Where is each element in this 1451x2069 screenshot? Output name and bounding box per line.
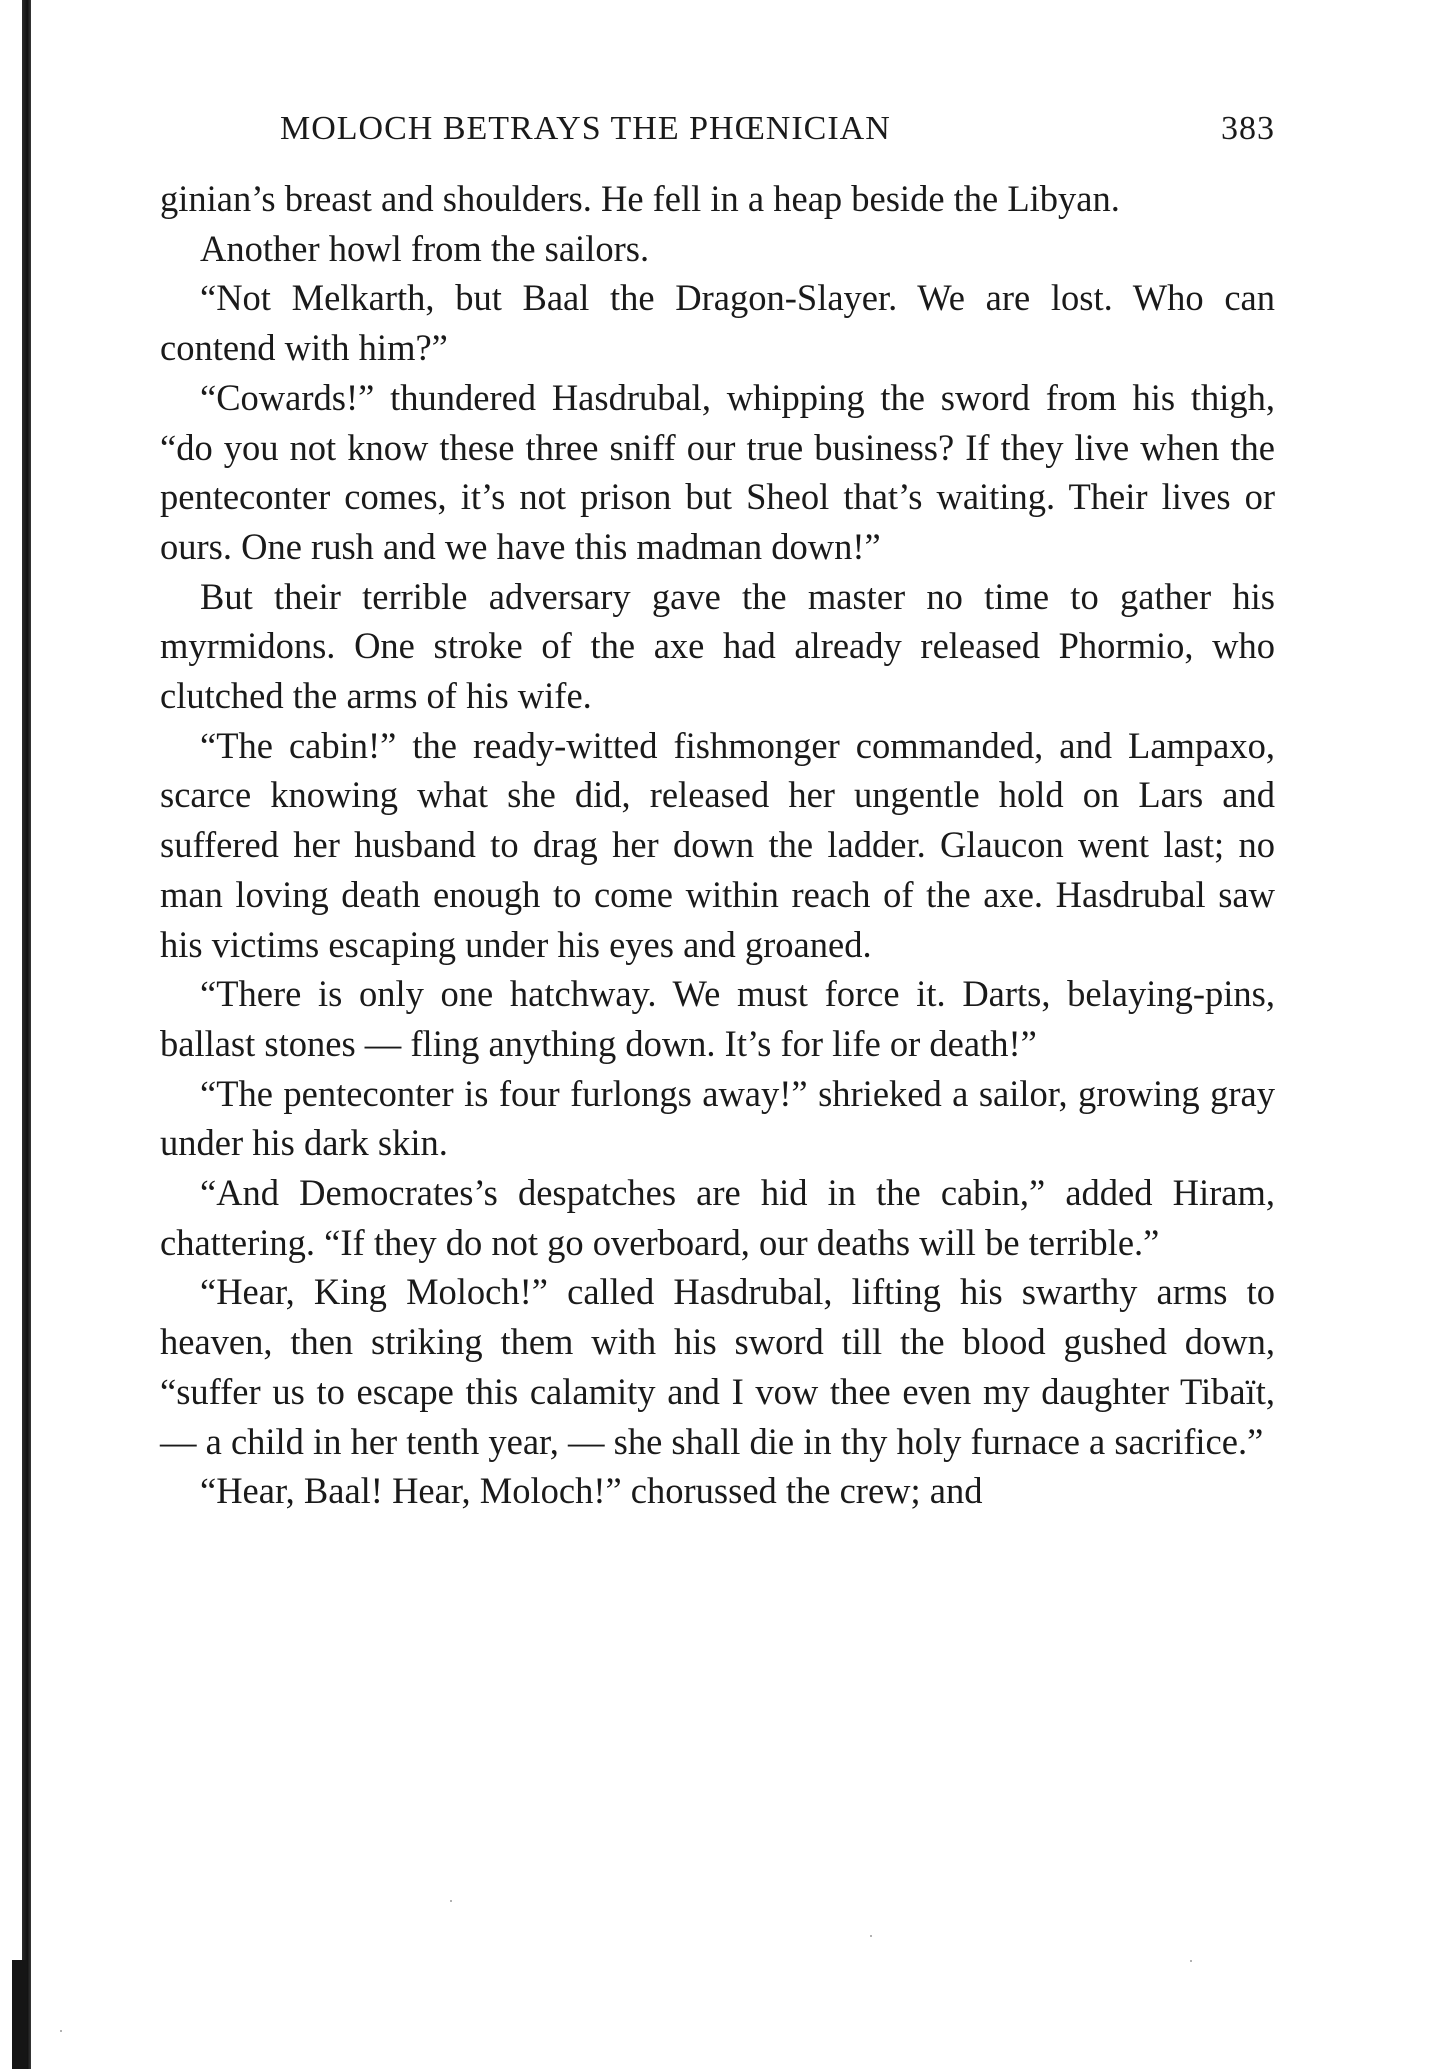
paragraph-9: “And Democrates’s despatches are hid in the cabin,” added Hiram, chattering. “If they do not go overboard, our deaths will be terrible.” (160, 1172, 1275, 1263)
paragraph-1: ginian’s breast and shoulders. He fell in a heap beside the Libyan. (160, 178, 1120, 219)
paper-speck (450, 1900, 452, 1902)
paragraph-3: “Not Melkarth, but Baal the Dragon-Slayer. We are lost. Who can contend with him?” (160, 277, 1275, 369)
paragraph-10: “Hear, King Moloch!” called Hasdrubal, lifting his swarthy arms to heaven, then striking them with his sword till the blood gushed down, “suffer us to escape this calamity and I vow thee even my daughter Tibaït, — a child in her tenth year, — she shall die in thy holy furnace a sacrifice.” (160, 1271, 1275, 1462)
book-spine-shadow (22, 0, 31, 2069)
paragraph-2: Another howl from the sailors. (200, 227, 650, 269)
paragraph-4: “Cowards!” thundered Hasdrubal, whipping the sword from his thigh, “do you not know these three sniff our true business? If they live when the penteconter comes, it’s not prison but Sheol that’s waiting. Their lives or ours. One rush and we have this madman down!” (160, 376, 1275, 567)
book-spine-binding (12, 1960, 26, 2069)
paragraph-7: “There is only one hatchway. We must force it. Darts, belaying-pins, ballast stones — fling anything down. It’s for life or death!” (160, 973, 1275, 1064)
paragraph-11: “Hear, Baal! Hear, Moloch!” chorussed the crew; and (200, 1470, 983, 1512)
paper-speck (870, 1935, 872, 1937)
body-text (160, 174, 1275, 1516)
running-title: MOLOCH BETRAYS THE PHŒNICIAN (280, 110, 891, 147)
paragraph-5: But their terrible adversary gave the master no time to gather his myrmidons. One stroke of the axe had already released Phormio, who clutched the arms of his wife. (160, 575, 1275, 717)
paragraph-6: “The cabin!” the ready-witted fishmonger commanded, and Lampaxo, scarce knowing what she did, released her ungentle hold on Lars and suffered her husband to drag her down the ladder. Glaucon went last; no man loving death enough to come within reach of the axe. Hasdrubal saw his victims escaping under his eyes and groaned. (160, 724, 1275, 965)
paper-speck (1190, 1960, 1192, 1962)
paragraph-8: “The penteconter is four furlongs away!” shrieked a sailor, growing gray under his dark skin. (160, 1072, 1275, 1164)
paper-speck (60, 2030, 62, 2032)
page-number: 383 (1221, 110, 1275, 147)
book-page (160, 96, 1275, 1516)
running-head (160, 96, 1275, 174)
